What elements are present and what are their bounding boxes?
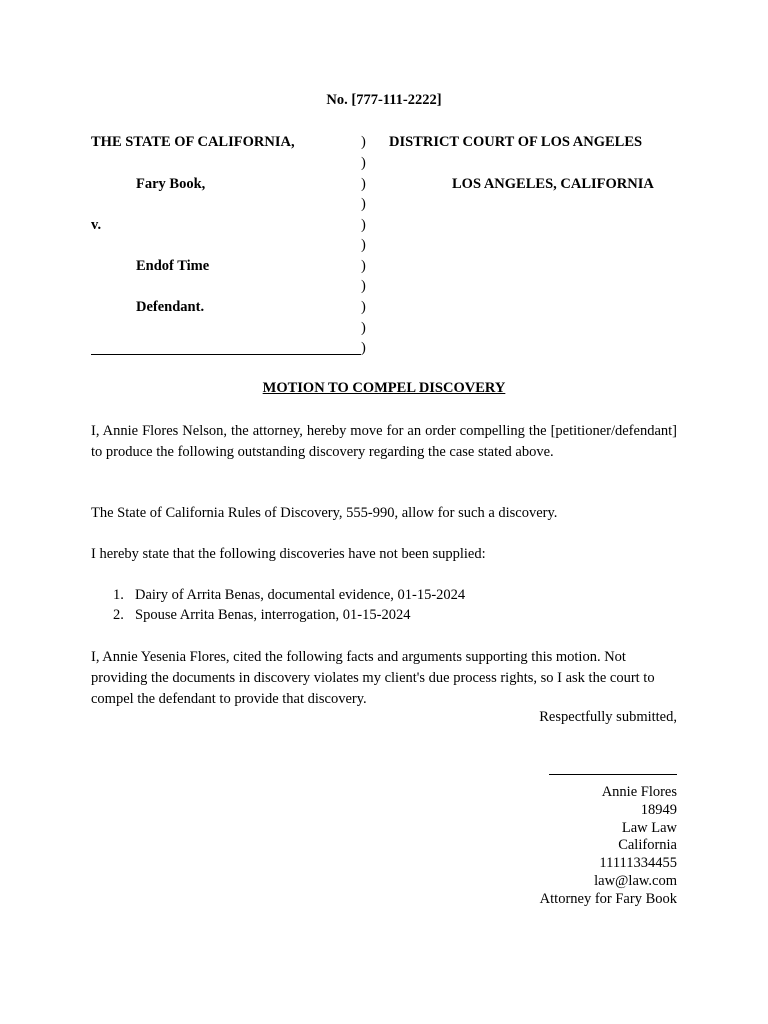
case-number: No. [777-111-2222] [326, 92, 442, 108]
caption-paren: ) [361, 258, 366, 274]
list-item-number: 1. [113, 587, 124, 603]
signer-role: Attorney for Fary Book [539, 890, 677, 907]
court-name: DISTRICT COURT OF LOS ANGELES [389, 134, 643, 150]
caption-party-one: Fary Book, [136, 176, 206, 192]
court-location: LOS ANGELES, CALIFORNIA [452, 176, 654, 192]
list-item [113, 605, 673, 625]
paragraph-discoveries-intro: I hereby state that the following discoveries have not been supplied: [91, 546, 486, 562]
signer-phone: 11111334455 [599, 855, 677, 872]
paragraph-arguments: I, Annie Yesenia Flores, cited the following facts and arguments supporting this motion. Not providing the documents in discovery violates my client's due process rights, so I ask the court to compel the defendant to provide that discovery. [91, 649, 655, 707]
motion-title: MOTION TO COMPEL DISCOVERY [262, 380, 506, 396]
signature-block [540, 774, 677, 909]
closing-text: Respectfully submitted, [539, 709, 677, 725]
caption-versus: v. [91, 217, 102, 233]
list-item-text: Spouse Arrita Benas, interrogation, 01-15-2024 [135, 607, 411, 623]
signer-name: Annie Flores [601, 784, 677, 800]
caption-underline [91, 354, 361, 355]
caption-party-two: Endof Time [136, 258, 210, 274]
paragraph-intro: I, Annie Flores Nelson, the attorney, hereby move for an order compelling the [petitioner/defendant] to produce the following outstanding discovery regarding the case stated above. [91, 423, 677, 460]
signer-bar-number: 18949 [640, 801, 677, 818]
caption-paren: ) [361, 217, 366, 233]
list-item-number: 2. [113, 607, 124, 623]
signer-email: law@law.com [594, 872, 677, 889]
caption-paren: ) [361, 278, 366, 294]
signer-state: California [618, 837, 677, 854]
caption-paren: ) [361, 320, 366, 336]
caption-paren: ) [361, 134, 366, 150]
caption-paren: ) [361, 155, 366, 171]
discovery-list [113, 585, 673, 625]
caption-paren: ) [361, 196, 366, 212]
caption-paren: ) [361, 299, 366, 315]
caption-paren: ) [361, 340, 366, 356]
caption-defendant-label: Defendant. [136, 299, 205, 315]
caption-paren: ) [361, 237, 366, 253]
signer-firm: Law Law [621, 819, 677, 836]
paragraph-rules: The State of California Rules of Discovery, 555-990, allow for such a discovery. [91, 505, 558, 521]
list-item [113, 585, 673, 605]
caption-plaintiff: THE STATE OF CALIFORNIA, [91, 134, 295, 150]
list-item-text: Dairy of Arrita Benas, documental evidence, 01-15-2024 [135, 587, 466, 603]
signature-line [549, 774, 677, 775]
caption-paren: ) [361, 176, 366, 192]
